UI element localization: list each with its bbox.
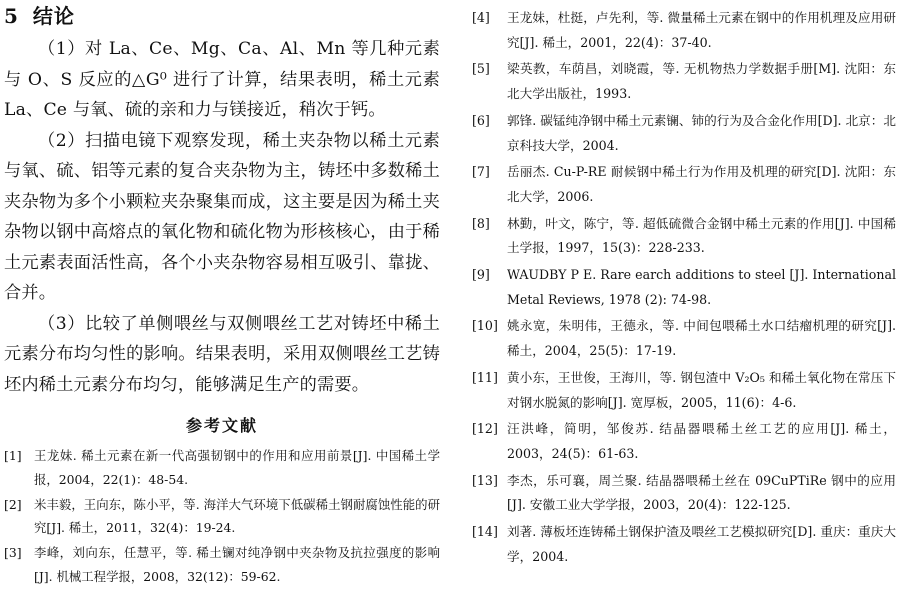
reference-number: [7] (472, 164, 490, 180)
reference-item (472, 366, 896, 416)
reference-number: [1] (4, 448, 22, 463)
conclusion-paragraph-2: （2）扫描电镜下观察发现，稀土夹杂物以稀土元素与氧、硫、铝等元素的复合夹杂物为主，铸坯中多数稀土夹杂物为多个小颗粒夹杂聚集而成，这主要是因为稀土夹杂物以钢中高熔点的氧化物和硫化物为形核核心，由于稀土元素表面活性高，各个小夹杂物容易相互吸引、靠拢、合并。 (4, 130, 440, 303)
section-title: 结论 (32, 4, 75, 28)
reference-item (472, 6, 896, 56)
reference-text: 刘著. 薄板坯连铸稀土钢保护渣及喂丝工艺模拟研究[D]. 重庆：重庆大学，2004. (507, 523, 896, 564)
reference-number: [6] (472, 112, 490, 128)
conclusion-paragraph-1: （1）对 La、Ce、Mg、Ca、Al、Mn 等几种元素与 O、S 反应的△G⁰ 进行了计算，结果表明，稀土元素 La、Ce 与氧、硫的亲和力与镁接近，稍次于钙。 (4, 39, 440, 120)
reference-number: [4] (472, 10, 490, 25)
reference-item (472, 212, 896, 262)
reference-item (4, 493, 440, 540)
reference-number: [2] (4, 496, 22, 512)
reference-item (472, 109, 896, 159)
reference-text: 米丰毅，王向东，陈小平，等. 海洋大气环境下低碳稀土钢耐腐蚀性能的研究[J]. 稀土，2011，32(4)：19-24. (34, 496, 440, 535)
reference-number: [13] (472, 472, 498, 488)
reference-item (472, 417, 896, 467)
references-title: 参考文献 (185, 416, 258, 435)
reference-text: 郭锋. 碳锰纯净钢中稀土元素镧、铈的行为及合金化作用[D]. 北京：北京科技大学，2004. (507, 112, 896, 153)
reference-number: [14] (472, 523, 498, 539)
reference-number: [11] (472, 369, 498, 385)
conclusion-paragraph-3: （3）比较了单侧喂丝与双侧喂丝工艺对铸坯中稀土元素分布均匀性的影响。结果表明，采用双侧喂丝工艺铸坯内稀土元素分布均匀，能够满足生产的需要。 (4, 313, 440, 395)
left-column (4, 2, 440, 590)
reference-item (472, 263, 896, 313)
reference-text: 李杰，乐可襄，周兰聚. 结晶器喂稀土丝在 09CuPTiRe 钢中的应用[J]. 安徽工业大学学报，2003，20(4)：122-125. (507, 472, 896, 513)
reference-text: 姚永宽，朱明伟，王德永，等. 中间包喂稀土水口结瘤机理的研究[J]. 稀土，2004，25(5)：17-19. (507, 318, 896, 359)
reference-text: 黄小东，王世俊，王海川，等. 钢包渣中 V₂O₅ 和稀土氧化物在常压下对钢水脱氮的影响[J]. 宽厚板，2005，11(6)：4-6. (507, 369, 896, 410)
reference-number: [9] (472, 266, 490, 282)
reference-number: [12] (472, 421, 498, 437)
reference-text: 汪洪峰，简明，邹俊苏. 结晶器喂稀土丝工艺的应用[J]. 稀土，2003，24(5)：61-63. (507, 421, 896, 461)
right-column (472, 6, 896, 571)
reference-number: [10] (472, 318, 498, 334)
reference-text: 王龙妹，杜挺，卢先利，等. 微量稀土元素在钢中的作用机理及应用研究[J]. 稀土，2001，22(4)：37-40. (507, 10, 896, 50)
reference-item (472, 160, 896, 210)
reference-text: WAUDBY P E. Rare earch additions to steel [J]. International Metal Reviews, 1978 (2): 74-98. (507, 266, 896, 307)
reference-text: 林勤，叶文，陈宁，等. 超低硫微合金钢中稀土元素的作用[J]. 中国稀土学报，1997，15(3)：228-233. (507, 215, 896, 256)
reference-item (4, 541, 440, 588)
section-heading (4, 2, 440, 30)
reference-number: [8] (472, 215, 490, 231)
reference-item (472, 57, 896, 107)
reference-number: [5] (472, 61, 490, 77)
reference-item (4, 444, 440, 491)
section-number: 5 (4, 4, 19, 28)
reference-item (472, 314, 896, 364)
reference-number: [3] (4, 545, 22, 560)
reference-text: 李峰，刘向东，任慧平，等. 稀土镧对纯净钢中夹杂物及抗拉强度的影响[J]. 机械工程学报，2008，32(12)：59-62. (34, 545, 440, 584)
reference-text: 梁英教，车荫昌，刘晓霞，等. 无机物热力学数据手册[M]. 沈阳：东北大学出版社，1993. (507, 61, 896, 102)
reference-item (472, 520, 896, 570)
reference-text: 王龙妹. 稀土元素在新一代高强韧钢中的作用和应用前景[J]. 中国稀土学报，2004，22(1)：48-54. (34, 448, 440, 487)
reference-text: 岳丽杰. Cu-P-RE 耐候钢中稀土行为作用及机理的研究[D]. 沈阳：东北大学，2006. (507, 164, 896, 204)
reference-item (472, 469, 896, 519)
